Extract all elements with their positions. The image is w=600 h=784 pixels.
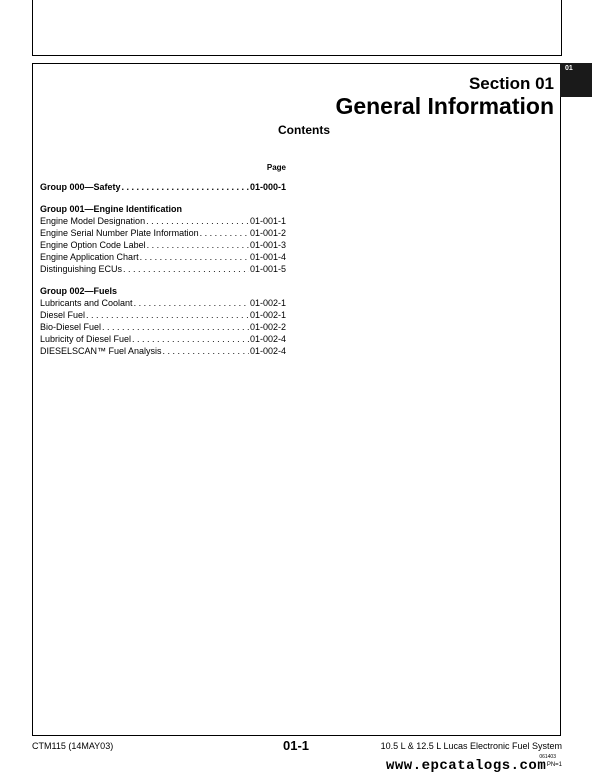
toc-group-title: Group 001—Engine Identification [40, 204, 183, 214]
toc-entry-page: 01-001-2 [249, 228, 286, 238]
footer-small-page: PN=1 [546, 762, 562, 768]
toc-group-fuels [40, 285, 286, 357]
toc-entry-page: 01-002-2 [249, 322, 286, 332]
toc-group-engine-identification [40, 203, 286, 275]
toc-entry-page: 01-001-1 [249, 216, 286, 226]
toc-entry-page: 01-002-1 [249, 298, 286, 308]
toc-leader [122, 181, 249, 193]
contents-heading: Contents [278, 123, 330, 137]
footer-page-number: 01-1 [283, 738, 310, 753]
toc-leader [200, 227, 249, 239]
toc-entry[interactable] [40, 263, 286, 275]
toc-entry-page: 01-000-1 [249, 182, 286, 192]
toc-entry[interactable] [40, 297, 286, 309]
toc-entry-title: DIESELSCAN™ Fuel Analysis [40, 346, 162, 356]
toc-entry[interactable] [40, 181, 286, 193]
top-page-frame [32, 0, 562, 56]
toc-leader [123, 263, 249, 275]
toc-entry-page: 01-002-4 [249, 346, 286, 356]
toc-entry-title: Group 000—Safety [40, 182, 121, 192]
toc-entry[interactable] [40, 239, 286, 251]
toc-entry-page: 01-002-4 [249, 334, 286, 344]
toc-entry[interactable] [40, 321, 286, 333]
toc-entry-page: 01-001-4 [249, 252, 286, 262]
toc-entry[interactable] [40, 345, 286, 357]
toc-entry-title: Lubricity of Diesel Fuel [40, 334, 132, 344]
toc-entry-title: Engine Application Chart [40, 252, 139, 262]
toc-entry[interactable] [40, 333, 286, 345]
section-tab: 01 [560, 63, 592, 97]
toc-entry-title: Engine Option Code Label [40, 240, 146, 250]
toc-entry[interactable] [40, 251, 286, 263]
toc-entry[interactable] [40, 227, 286, 239]
table-of-contents [40, 163, 286, 367]
toc-entry-title: Distinguishing ECUs [40, 264, 123, 274]
toc-leader [146, 215, 249, 227]
toc-entry-page: 01-001-3 [249, 240, 286, 250]
toc-entry-title: Engine Model Designation [40, 216, 146, 226]
page-column-label: Page [266, 163, 286, 172]
toc-entry-title: Bio-Diesel Fuel [40, 322, 102, 332]
toc-group-title: Group 002—Fuels [40, 286, 118, 296]
toc-leader [134, 297, 249, 309]
toc-entry-page: 01-002-1 [249, 310, 286, 320]
section-title: General Information [335, 93, 554, 119]
toc-leader [102, 321, 249, 333]
toc-entry[interactable] [40, 309, 286, 321]
toc-entry-page: 01-001-5 [249, 264, 286, 274]
toc-group-safety [40, 181, 286, 193]
toc-leader [86, 309, 249, 321]
toc-entry-title: Diesel Fuel [40, 310, 86, 320]
footer-small-code: 061403 [539, 754, 556, 760]
section-number: Section 01 [468, 74, 554, 93]
toc-leader [147, 239, 249, 251]
toc-leader [132, 333, 249, 345]
toc-leader [163, 345, 249, 357]
toc-entry-title: Lubricants and Coolant [40, 298, 133, 308]
toc-leader [140, 251, 249, 263]
footer-doc-id: CTM115 (14MAY03) [32, 741, 114, 751]
toc-entry-title: Engine Serial Number Plate Information [40, 228, 199, 238]
footer-manual-title: 10.5 L & 12.5 L Lucas Electronic Fuel System [380, 741, 562, 751]
toc-entry[interactable] [40, 215, 286, 227]
watermark-url: www.epcatalogs.com [386, 758, 547, 774]
